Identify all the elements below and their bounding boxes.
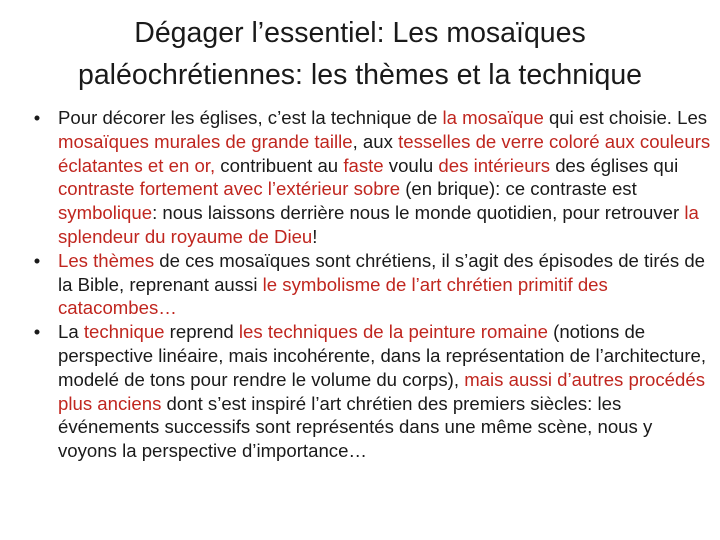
highlighted-text: des intérieurs	[438, 154, 551, 176]
body-text: !	[312, 225, 318, 247]
highlighted-text: les techniques de la peinture romaine	[238, 321, 548, 343]
bullet-item-2	[30, 249, 714, 320]
highlighted-text: mais aussi d’autres procédés plus anciens	[58, 368, 705, 414]
body-text: dont s’est inspiré l’art chrétien des premiers siècles: les événements successifs sont représentés dans une même scène, nous y voyons la perspective d’importance…	[58, 392, 653, 462]
highlighted-text: symbolique	[58, 202, 153, 224]
body-text: Pour décorer les églises, c’est la technique de	[58, 107, 443, 128]
highlighted-text: la splendeur du royaume de Dieu	[58, 202, 699, 247]
body-text: de ces mosaïques sont chrétiens, il s’agit des épisodes de tirés de la Bible, reprenant aussi	[58, 249, 706, 295]
body-text: , aux	[352, 130, 399, 152]
bullet-text	[58, 250, 705, 319]
body-text: reprend	[164, 321, 239, 343]
body-text: des églises qui	[550, 154, 679, 176]
body-text: (en brique): ce contraste est	[400, 178, 637, 200]
slide-title-line-2: paléochrétiennes: les thèmes et la technique	[77, 59, 643, 91]
highlighted-text: la mosaïque	[442, 107, 544, 128]
bullet-item-1	[30, 106, 714, 249]
highlighted-text: mosaïques murales de grande taille	[58, 130, 353, 152]
bullet-icon: •	[33, 249, 41, 271]
highlighted-text: le symbolisme de l’art chrétien primitif des catacombes…	[58, 273, 608, 319]
bullet-text	[58, 107, 710, 247]
body-text: voulu	[383, 154, 439, 176]
bullet-list	[30, 106, 714, 463]
slide-title-line-1: Dégager l’essentiel: Les mosaïques	[134, 17, 586, 49]
body-text: La	[58, 321, 84, 343]
highlighted-text: technique	[83, 321, 165, 343]
slide-title	[20, 12, 700, 96]
body-text: contribuent au	[215, 154, 344, 176]
highlighted-text: tesselles de verre coloré aux couleurs éclatantes et en or,	[58, 130, 711, 176]
highlighted-text: Les thèmes	[58, 249, 155, 271]
body-text: : nous laissons derrière nous le monde quotidien, pour retrouver	[152, 202, 685, 224]
bullet-text	[58, 321, 706, 461]
highlighted-text: faste	[343, 154, 384, 176]
bullet-item-3	[30, 320, 714, 463]
bullet-icon: •	[33, 107, 41, 128]
body-text: (notions de perspective linéaire, mais incohérente, dans la représentation de l’architecture, modelé de tons pour rendre le volume du corps),	[58, 321, 707, 390]
body-text: qui est choisie. Les	[543, 107, 708, 128]
highlighted-text: contraste fortement avec l’extérieur sobre	[58, 178, 401, 200]
bullet-icon: •	[33, 321, 41, 343]
